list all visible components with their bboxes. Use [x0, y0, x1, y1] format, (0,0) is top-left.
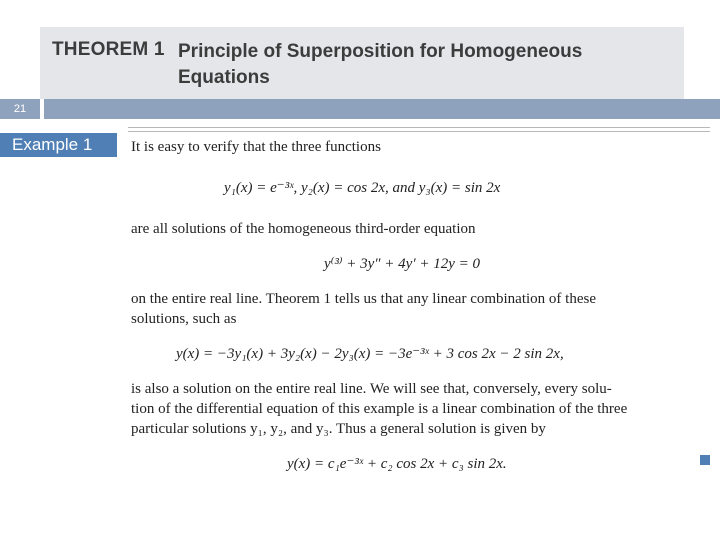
intro-text: It is easy to verify that the three functions	[131, 139, 381, 155]
end-of-example-square	[700, 455, 710, 465]
divider-line-2	[128, 131, 710, 132]
paragraph-4-line3: particular solutions y₁, y₂, and y₃. Thus a general solution is given by	[131, 421, 546, 437]
divider-line-1	[128, 127, 710, 128]
theorem-label: THEOREM 1	[52, 39, 165, 60]
ode-equation: y⁽³⁾ + 3y″ + 4y′ + 12y = 0	[324, 256, 481, 272]
theorem-title-line1: Principle of Superposition for Homogeneous	[178, 41, 583, 62]
paragraph-4-line2: tion of the differential equation of this example is a linear combination of the three	[131, 401, 628, 417]
paragraph-2: are all solutions of the homogeneous third-order equation	[131, 221, 476, 237]
paragraph-3-line2: solutions, such as	[131, 311, 237, 327]
paragraph-3	[131, 289, 711, 329]
theorem-title	[178, 39, 582, 91]
slide-number: 21	[0, 99, 40, 119]
example-badge: Example 1	[0, 133, 117, 157]
paragraph-3-line1: on the entire real line. Theorem 1 tells us that any linear combination of these	[131, 291, 596, 307]
theorem-title-line2: Equations	[178, 67, 270, 88]
combination-equation: y(x) = −3y₁(x) + 3y₂(x) − 2y₃(x) = −3e⁻³ˣ + 3 cos 2x − 2 sin 2x,	[176, 346, 564, 362]
header-bar	[44, 99, 720, 119]
paragraph-4-line1: is also a solution on the entire real line. We will see that, conversely, every solu-	[131, 381, 612, 397]
general-solution-equation: y(x) = c₁e⁻³ˣ + c₂ cos 2x + c₃ sin 2x.	[287, 456, 507, 472]
functions-equation: y₁(x) = e⁻³ˣ, y₂(x) = cos 2x, and y₃(x) = sin 2x	[224, 180, 501, 196]
paragraph-4	[131, 379, 711, 439]
